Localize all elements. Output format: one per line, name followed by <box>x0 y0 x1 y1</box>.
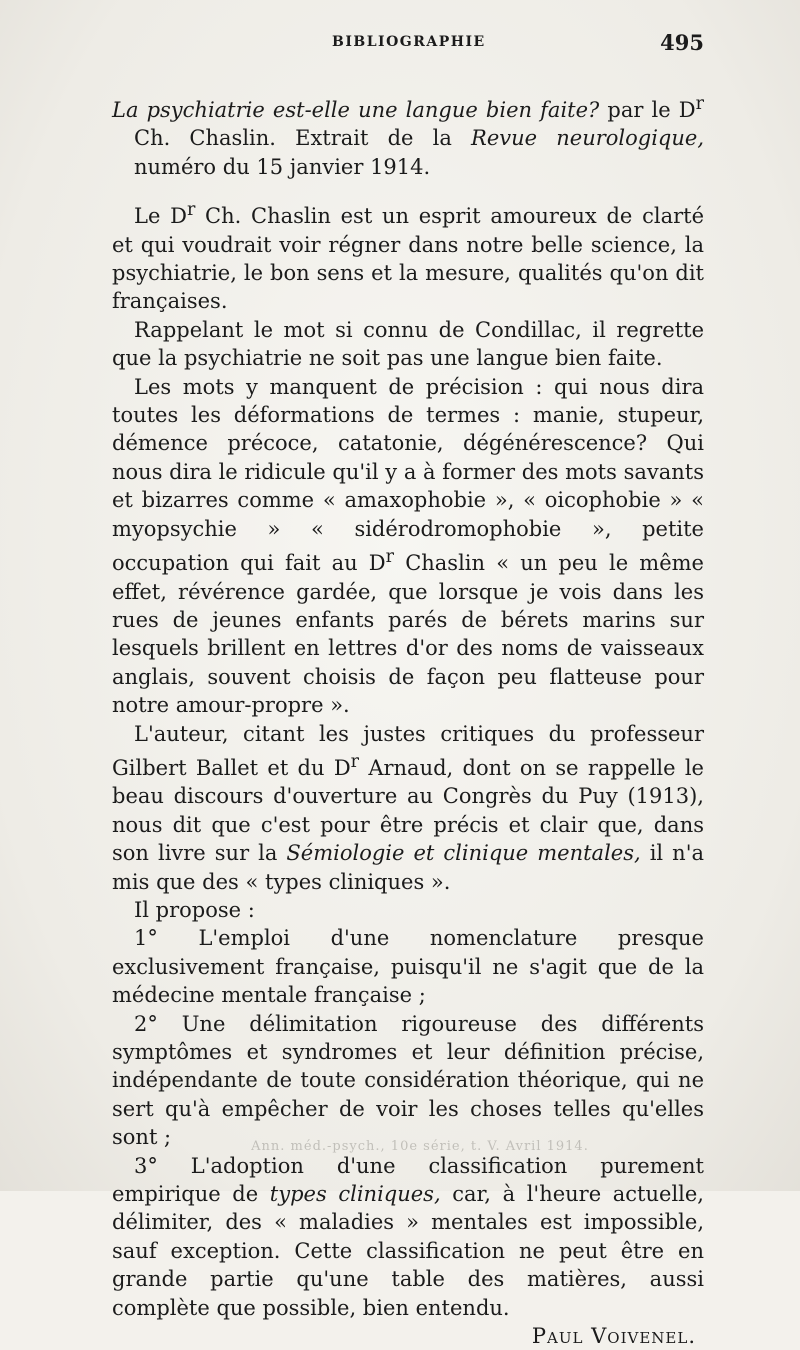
list-item: 3° L'adoption d'une classification purement empirique de types cliniques, car, à l'heure actuelle, délimiter, des « maladies » mentales est impossible, sauf exception. Cette classification ne peut être en grande partie qu'une table des matières, aussi complète que possible, bien entendu. <box>112 1153 704 1320</box>
page-number: 495 <box>660 30 704 55</box>
signature: Paul Voivenel. <box>531 1324 696 1349</box>
page-header <box>112 30 704 58</box>
review-heading: La psychiatrie est-elle une langue bien faite? par le $D^r$ Ch. Chaslin. Extrait de la Revue neurologique, numéro du 15 janvier 1914. <box>112 94 704 179</box>
page-body <box>112 90 704 1350</box>
running-head: BIBLIOGRAPHIE <box>332 34 486 50</box>
paragraph: Il propose : <box>134 897 255 922</box>
footer-bleed-through: Ann. méd.-psych., 10e série, t. V. Avril 1914. <box>251 1139 589 1154</box>
paragraph: Le $D^r$ Ch. Chaslin est un esprit amoureux de clarté et qui voudrait voir régner dans notre belle science, la psychiatrie, le bon sens et la mesure, qualités qu'on dit françaises. <box>112 200 704 314</box>
list-item: 2° Une délimitation rigoureuse des différents symptômes et syndromes et leur définition précise, indépendante de toute considération théorique, qui ne sert qu'à empêcher de voir les choses telles qu'elles sont ; <box>112 1011 704 1150</box>
paragraph: Rappelant le mot si connu de Condillac, il regrette que la psychiatrie ne soit pas une langue bien faite. <box>112 317 704 371</box>
book-title: La psychiatrie est-elle une langue bien faite? <box>112 98 600 122</box>
paragraph: Les mots y manquent de précision : qui nous dira toutes les déformations de termes : manie, stupeur, démence précoce, catatonie, dégénérescence? Qui nous dira le ridicule qu'il y a à former des mots savants et bizarres comme « amaxophobie », « oicophobie » « myopsychie » « sidérodromophobie », petite occupation qui fait au $D^r$ Chaslin « un peu le même effet, révérence gardée, que lorsque je vois dans les rues de jeunes enfants parés de bérets marins sur lesquels brillent en lettres d'or des noms de vaisseaux anglais, souvent choisis de façon peu flatteuse pour notre amour-propre ». <box>112 374 704 718</box>
list-item: 1° L'emploi d'une nomenclature presque exclusivement française, puisqu'il ne s'agit que de la médecine mentale française ; <box>112 926 704 1008</box>
paragraph: L'auteur, citant les justes critiques du professeur Gilbert Ballet et du $D^r$ Arnaud, dont on se rappelle le beau discours d'ouverture au Congrès du Puy (1913), nous dit que c'est pour être précis et clair que, dans son livre sur la Sémiologie et clinique mentales, il n'a mis que des « types cliniques ». <box>112 721 704 894</box>
journal-title: Revue neurologique, <box>471 126 704 151</box>
